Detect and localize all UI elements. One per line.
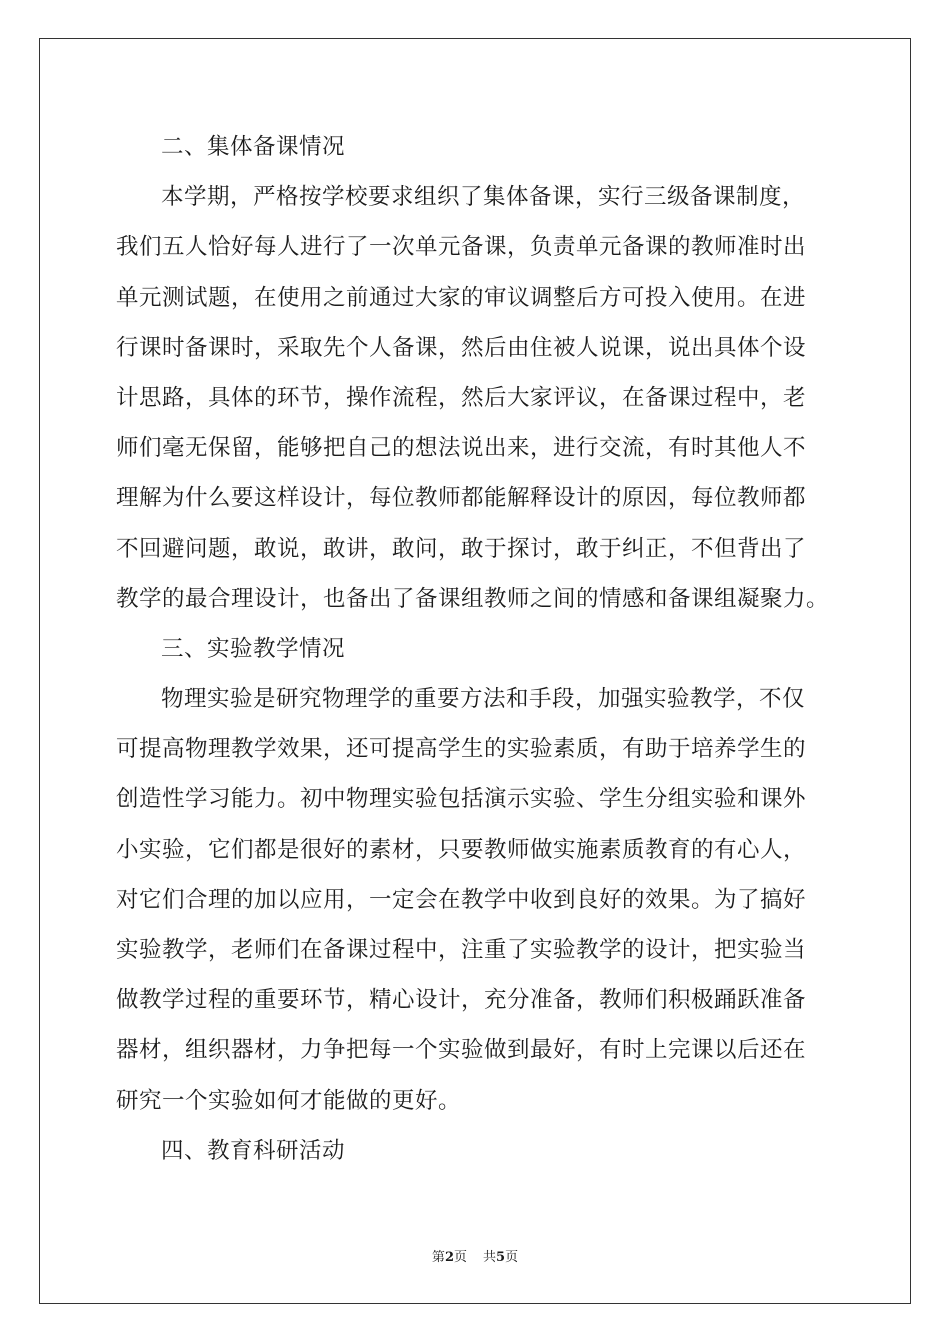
section-heading: 二、集体备课情况	[161, 134, 346, 160]
paragraph-line: 可提高物理教学效果，还可提高学生的实验素质，有助于培养学生的	[116, 736, 807, 763]
paragraph-line: 小实验，它们都是很好的素材，只要教师做实施素质教育的有心人，	[116, 836, 807, 863]
page-suffix: 页	[453, 1250, 467, 1265]
paragraph-line: 创造性学习能力。初中物理实验包括演示实验、学生分组实验和课外	[116, 786, 807, 813]
document-body	[116, 122, 846, 1176]
paragraph-line: 我们五人恰好每人进行了一次单元备课，负责单元备课的教师准时出	[116, 234, 807, 261]
section-heading: 四、教育科研活动	[161, 1137, 346, 1164]
paragraph-line: 行课时备课时，采取先个人备课，然后由住被人说课，说出具体个设	[116, 334, 807, 361]
paragraph-line: 理解为什么要这样设计，每位教师都能解释设计的原因，每位教师都	[116, 485, 807, 512]
paragraph-line: 实验教学，老师们在备课过程中，注重了实验教学的设计，把实验当	[116, 937, 807, 963]
total-pages: 5	[496, 1250, 506, 1265]
page-prefix: 第	[431, 1250, 445, 1265]
paragraph-line: 研究一个实验如何才能做的更好。	[116, 1087, 462, 1114]
paragraph-line: 教学的最合理设计，也备出了备课组教师之间的情感和备课组凝聚力。	[116, 585, 830, 612]
page-number: 2	[444, 1250, 454, 1265]
page-footer	[0, 1246, 950, 1265]
total-prefix: 共	[483, 1250, 497, 1265]
paragraph-line: 对它们合理的加以应用，一定会在教学中收到良好的效果。为了搞好	[116, 886, 807, 913]
paragraph-line: 做教学过程的重要环节，精心设计，充分准备，教师们积极踊跃准备	[116, 987, 807, 1014]
paragraph-line: 物理实验是研究物理学的重要方法和手段，加强实验教学，不仅	[161, 686, 806, 713]
paragraph-line: 本学期，严格按学校要求组织了集体备课，实行三级备课制度，	[161, 184, 806, 211]
paragraph-line: 计思路，具体的环节，操作流程，然后大家评议，在备课过程中，老	[116, 384, 807, 411]
total-suffix: 页	[505, 1250, 519, 1265]
paragraph-line: 不回避问题，敢说，敢讲，敢问，敢于探讨，敢于纠正，不但背出了	[116, 535, 807, 562]
section-heading: 三、实验教学情况	[161, 635, 346, 662]
paragraph-line: 师们毫无保留，能够把自己的想法说出来，进行交流，有时其他人不	[116, 435, 807, 462]
paragraph-line: 单元测试题，在使用之前通过大家的审议调整后方可投入使用。在进	[116, 284, 807, 311]
paragraph-line: 器材，组织器材，力争把每一个实验做到最好，有时上完课以后还在	[116, 1037, 807, 1064]
